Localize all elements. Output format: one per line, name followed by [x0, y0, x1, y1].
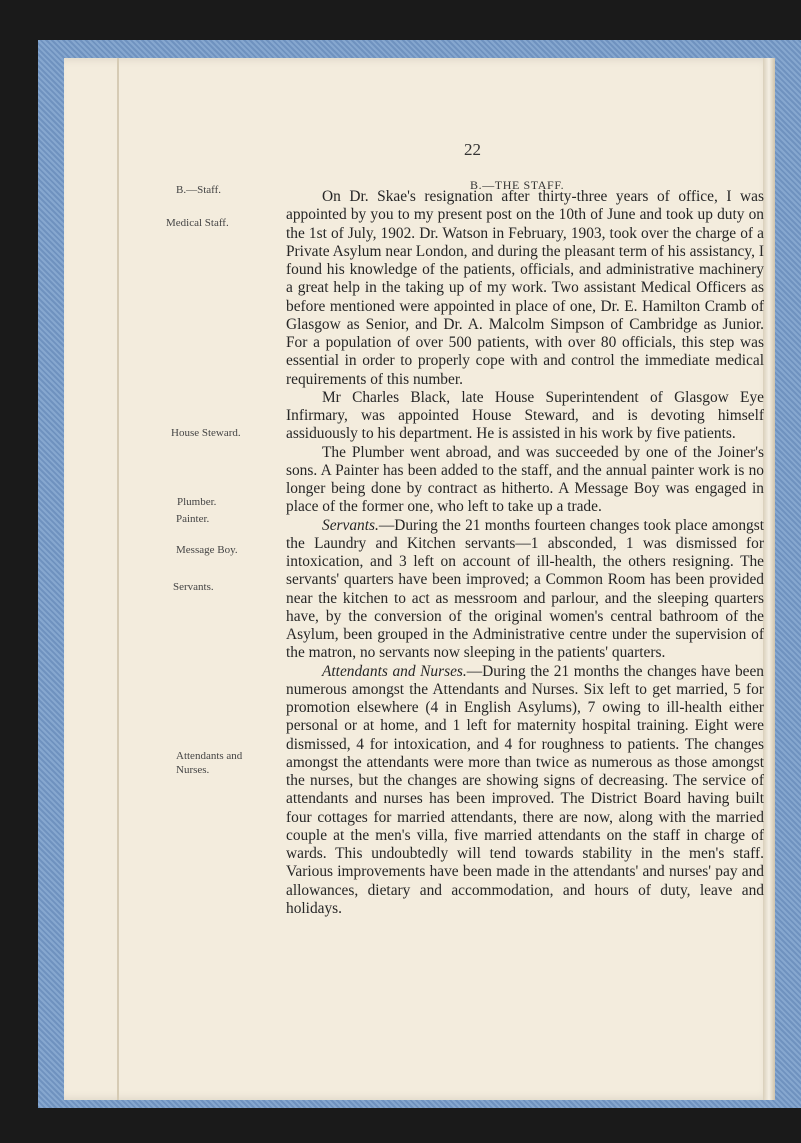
page-edge: [763, 58, 775, 1100]
margin-note-house-steward: House Steward.: [171, 427, 241, 439]
paragraph-lead: Attendants and Nurses.: [322, 662, 467, 680]
paragraph-medical-staff: [286, 188, 764, 389]
margin-note-message-boy: Message Boy.: [176, 544, 238, 556]
margin-note-servants: Servants.: [173, 581, 214, 593]
paragraph-attendants-nurses: [286, 663, 764, 919]
page-number: 22: [464, 140, 481, 159]
paragraph-text: —During the 21 months fourteen changes took place amongst the Laundry and Kitchen servants—1 absconded, 1 was dismissed for intoxication, and 3 left on account of ill-health, the others resigning. The servants' quarters have been improved; a Common Room has been provided near the kitchen to act as messroom and parlour, and the sleeping quarters have, by the conversion of the original women's central bathroom of the Asylum, been grouped in the Administrative centre under the supervision of the matron, no servants now sleeping in the patients' quarters.: [286, 516, 764, 662]
paragraph-text: The Plumber went abroad, and was succeeded by one of the Joiner's sons. A Painter has been added to the staff, and the annual painter work is no longer being done by contract as hitherto. A Message Boy was engaged in place of the former one, who left to take up a trade.: [286, 443, 764, 516]
paragraph-text: Mr Charles Black, late House Superintendent of Glasgow Eye Infirmary, was appointed House Steward, and is devoting himself assiduously to his department. He is assisted in his work by five patients.: [286, 388, 764, 443]
paragraph-servants: [286, 517, 764, 663]
margin-note-attendants-and-nurses: Attendants and Nurses.: [176, 750, 243, 776]
section-heading: B.—THE STAFF.: [470, 178, 565, 192]
paragraph-plumber-painter: [286, 444, 764, 517]
margin-note-medical-staff: Medical Staff.: [166, 217, 229, 229]
margin-note-plumber: Plumber.: [177, 496, 217, 508]
paragraph-text: —During the 21 months the changes have been numerous amongst the Attendants and Nurses. Six left to get married, 5 for promotion elsewhere (4 in English Asylums), 7 owing to ill-health either personal or at home, and 1 left for maternity hospital training. Eight were dismissed, 4 for intoxication, and 4 for roughness to patients. The changes amongst the attendants were more than twice as numerous as those amongst the nurses, but the changes are showing signs of decreasing. The service of attendants and nurses has been improved. The District Board having built four cottages for married attendants, there are now, along with the married couple at the men's villa, five married attendants on the staff in charge of wards. This undoubtedly will tend towards stability in the men's staff. Various improvements have been made in the attendants' and nurses' pay and allowances, dietary and accommodation, and hours of duty, leave and holidays.: [286, 662, 764, 917]
paragraph-house-steward: [286, 389, 764, 444]
page-gutter-line: [117, 58, 119, 1100]
paragraph-lead: Servants.: [322, 516, 379, 534]
paragraph-text: On Dr. Skae's resignation after thirty-three years of office, I was appointed by you to my present post on the 10th of June and took up duty on the 1st of July, 1902. Dr. Watson in February, 1903, took over the charge of a Private Asylum near London, and during the pleasant term of his assistancy, I found his knowledge of the patients, officials, and administrative machinery a great help in the taking up of my work. Two assistant Medical Officers as before mentioned were appointed in place of one, Dr. E. Hamilton Cramb of Glasgow as Senior, and Dr. A. Malcolm Simpson of Cambridge as Junior. For a population of over 500 patients, with over 80 officials, this step was essential in order to properly cope with and control the immediate medical requirements of this number.: [286, 188, 764, 388]
body-text: [286, 188, 764, 918]
margin-note-staff: B.—Staff.: [176, 184, 222, 196]
margin-note-painter: Painter.: [176, 513, 210, 525]
